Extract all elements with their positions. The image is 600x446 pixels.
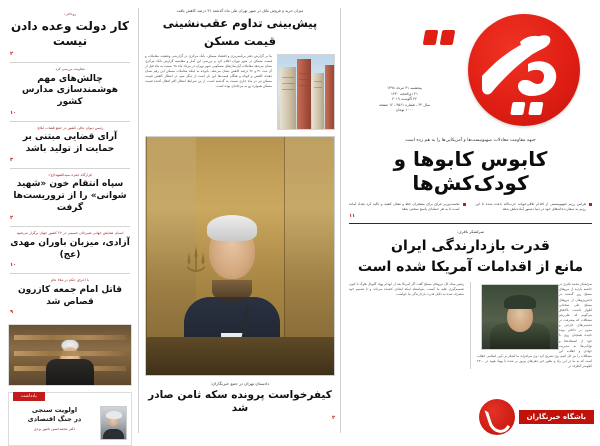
lead-headline: کابوس کابوها و کودک‌کش‌ها <box>393 147 548 195</box>
center-top-kicker: میزان خرید و فروش ملک در شهر تهران طی ماه گذشته ۳۱ درصد کاهش یافت <box>176 8 304 13</box>
opinion-note-card[interactable] <box>8 392 132 446</box>
sidebar-item-kicker: رئیس دیوان عالی کشور در جمع قضات ابلاغ: <box>36 125 104 130</box>
sidebar-item-title: آرای قضایی مبتنی بر حمایت از تولید باشد <box>22 132 118 154</box>
lead-bullets <box>349 202 592 213</box>
meta-line-2: ۲۲ آگوست ۲۰۱۹ <box>392 97 417 102</box>
center-caption-kicker: دادستان تهران در جمع خبرنگاران: <box>210 380 270 386</box>
note-author: دکتر محمدحسن نامور یزدی <box>33 427 76 432</box>
sidebar-item-2[interactable] <box>8 122 132 168</box>
sidebar-item-title: کار دولت وعده دادن نیست <box>10 18 130 49</box>
masthead <box>349 8 592 136</box>
sidebar-item-title: سپاه انتقام خون «شهید شوانی» را از تروریست‌ها گرفت <box>13 179 127 213</box>
center-column <box>139 0 341 439</box>
sidebar-item-0[interactable] <box>8 8 132 62</box>
second-body-left <box>477 282 592 369</box>
second-headline-line1: قدرت بازدارندگی ایران <box>391 237 550 254</box>
lead-kicker: جبهه مقاومت معادلات صهیونیست‌ها و آمریکایی‌ها را به هم زده است <box>405 138 536 143</box>
watermark-logo-icon <box>479 399 515 435</box>
lead-bullet-0: نخست‌وزیر عراق برای منفجران خط و نشان کشید و تاکید کرد بغداد آماده است تا به هر حمله‌ای پاسخ سختی بدهد <box>349 202 466 213</box>
iran-emblem-icon <box>185 244 207 274</box>
military-officer-photo <box>481 284 559 350</box>
watermark <box>479 399 594 435</box>
sidebar-item-kicker: قرارگاه حمزه سیدالشهدا(ع): <box>48 172 92 177</box>
column-divider <box>470 282 471 369</box>
podium-speaker-photo <box>145 136 335 376</box>
sidebar-column <box>0 0 139 439</box>
sidebar-item-title: چالش‌های مهم هوشمندسازی مدارس کشور <box>22 73 118 107</box>
note-title-line2: در جنگ اقتصادی <box>27 415 82 424</box>
sidebar-item-1[interactable] <box>8 63 132 121</box>
sidebar-item-kicker: انسان همایش جهانی شیردلان حسینی در ۲۷ کشور جهان برگزار می‌شود <box>16 231 124 236</box>
sidebar-item-5[interactable] <box>8 274 132 320</box>
lead-bullet-1: هراس رژیم صهیونیستی از اقدام تلافی‌جویانه حزب‌الله باعث شده تا این رژیم به سفارت‌خانه‌های خود در دنیا دستور آماده‌باش بدهد <box>476 202 593 213</box>
sidebar-item-title: آزادی، میزبان باوران مهدی (عج) <box>10 238 130 260</box>
sidebar-item-kicker: با اجرای حکم در ملاء عام <box>51 278 89 283</box>
second-story[interactable] <box>349 229 592 370</box>
masthead-meta <box>349 8 460 114</box>
sidebar-item-3[interactable] <box>8 169 132 227</box>
center-top-body: بنا بر گزارش دفتر برنامه‌ریزی و اقتصاد مسکن، بانک مرکزی در گزارشی وضعیت معاملات و قیمت مسکن در شهر تهران اعلام کرد و بررسی این آمار و مقایسه گزارش بانک مرکزی نشان می‌دهد معاملات آپارتمان‌های مسکونی شهر تهران در مرداد ماه ۹۸ نسبت به ماه قبل از آن ثبت ۳۱ و ۲۲ درصد کاهش نشان می‌دهد. باتوجه به اینکه معاملات مسکن این رقم نشان دهنده کاهش و کوتاه و هنگام قیمت‌ها این باز است از دیگر سو، در انتظار کاهش قیمت مسکن نیز در ماه جاری نسبت به گذشته است. از ین شرایط انتظار اکثر افعال کننده قیمت مسکن همواره رو به مرحله‌ای بوده است. <box>145 53 272 88</box>
sidebar-item-page: ۲ <box>10 50 14 57</box>
main-column <box>341 0 600 439</box>
sidebar-item-page: ۳ <box>10 156 14 163</box>
second-body-left-text: سرلشکر محمد باقری در حاشیه بازدید از نیروهای مسلح روز گذشته در دانش‌پژوهان از نیروهای مسلح طی سخنانی اظهار داشت: بالاتفاق می‌گویم که علی‌رغم مشکلات که پیشرفت در دشمنی‌های خارجی و مدون بر داخلی بوده نادیده همچنان روی با خود از استفاده‌ها و توانایی‌ها به مدیریت جهادی و انقلاب این مشکلات را نیز حل کنیم، وی تصریح کرد: وی می‌افزاید ما لشکر بی آیین اسلامی انقلاب است که به ما در این راه و بطور خیر دهی‌های پیروز بر شده با پهپاد هوپد در ۲۳۰۰ کیلومتر آنطرف تر <box>477 282 592 369</box>
lead-bullet-page: ۱۱ <box>349 212 356 219</box>
hemayat-calligraphy-icon <box>468 14 580 126</box>
sidebar-item-kicker: معاونت بررسی کرد <box>55 66 85 71</box>
logo-accent-dots <box>424 30 454 45</box>
watermark-text: باشگاه خبرنگاران <box>519 410 594 424</box>
sidebar-item-title: قاتل امام جمعه کازرون قصاص شد <box>17 285 123 307</box>
center-top-headline-line1: پیش‌بینی تداوم عقب‌نشینی <box>162 16 318 31</box>
paper-logo <box>460 8 588 136</box>
center-top-headline-line2: قیمت مسکن <box>204 34 276 49</box>
meta-line-1: ۲۱ ذی‌الحجه ۱۴۴۰ <box>391 91 418 96</box>
note-title-line1: اولویت سنجی <box>31 406 78 415</box>
note-badge: یادداشت <box>13 392 45 401</box>
author-avatar <box>100 406 127 440</box>
sidebar-item-page: ۱۰ <box>10 109 17 116</box>
second-kicker: سرلشکر باقری: <box>457 228 484 234</box>
meta-line-4: ۱۰۰۰ تومان <box>395 108 414 113</box>
section-rule <box>349 223 592 224</box>
center-caption-page: ۲ <box>331 415 335 422</box>
sidebar-item-page: ۹ <box>10 309 14 316</box>
meta-line-0: پنجشنبه ۳۱ مرداد ۱۳۹۸ <box>387 86 422 90</box>
second-body-right: رئیس ستاد کل نیروهای مسلح گفت اگر آمریکا بعد از انهدام پهپاد گلوبال هاوک تا کنون تصمیم‌گیری علیه ما آنست، به‌واسطه اینکه ابعادی کشنده می‌داند و تا تصمیم خود منصرف شده به دلایل قدرت بازدارندگی ما خواست. <box>349 282 464 297</box>
sidebar-item-4[interactable] <box>8 227 132 273</box>
center-caption-block[interactable] <box>145 381 335 421</box>
meta-line-3: سال ۲۴ ـ شماره ۴۵۶۱ ـ ۱۲ صفحه <box>378 102 431 107</box>
center-caption-headline: کیفرخواست پرونده سکه ثامن صادر شد <box>148 388 332 415</box>
sidebar-item-page: ۱۰ <box>10 262 17 269</box>
apartment-buildings-photo <box>277 54 335 130</box>
sidebar-item-page: ۲ <box>10 215 14 222</box>
second-headline-line2: مانع از اقدامات آمریکا شده است <box>357 259 584 276</box>
sidebar-item-kicker: روحانی: <box>64 12 76 16</box>
cleric-photo <box>8 324 132 386</box>
